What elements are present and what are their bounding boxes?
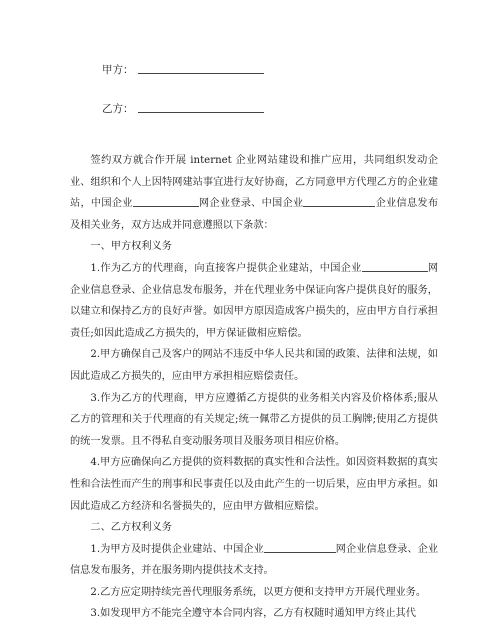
section-1-item-2: 2.甲方确保自己及客户的网站不违反中华人民共和国的政策、法律和法规，如因此造成乙方损失的，应由甲方承担相应赔偿责任。	[70, 349, 438, 382]
party-a-blank	[138, 72, 264, 74]
blank-field	[303, 205, 375, 207]
section-1-item-1	[70, 258, 438, 344]
section-2-title: 二、乙方权利义务	[90, 522, 172, 534]
party-b-blank	[138, 111, 264, 113]
blank-field	[133, 205, 199, 207]
section-1-item-3: 3.作为乙方的代理商，甲方应遵循乙方提供的业务相关内容及价格体系;服从乙方的管理和关于代理商的有关规定;统一佩带乙方提供的员工胸牌;使用乙方提供的统一发票。且不得私自变动服务项目及服务项目相应价格。	[70, 392, 438, 447]
section-2-item-1-text-b: 网企业信息登录、企业信息发布服务，并在服务期内提供技术支持。	[70, 543, 439, 577]
section-2-item-2: 2.乙方应定期持续完善代理服务系统，以更方便和支持甲方开展代理业务。	[90, 586, 427, 598]
intro-text-2: 网企业登录、中国企业	[198, 198, 304, 210]
blank-field	[362, 270, 428, 272]
intro-text-1: 签约双方就合作开展 internet 企业网站建设和推广应用，共同组织发动企业、组织和个人上因特网建站事宜进行友好协商，乙方同意甲方代理乙方的企业建站，中国企业	[70, 155, 438, 210]
party-b-line	[102, 101, 264, 116]
section-1-item-1-text-b: 网企业信息登录、企业信息发布服务，并在代理业务中保证向客户提供良好的服务，以建立和保持乙方的良好声誉。如因甲方原因造成客户损失的，应由甲方自行承担责任;如因此造成乙方损失的，甲方保证做相应赔偿。	[70, 262, 439, 339]
intro-text-3: 企业信息发布及相关业务，双方达成并同意遵照以下条款：	[70, 198, 439, 231]
party-b-label: 乙方：	[102, 103, 134, 115]
blank-field	[264, 551, 336, 553]
contract-body	[70, 150, 438, 625]
party-a-line	[102, 62, 264, 77]
section-2-item-1	[70, 539, 438, 582]
section-1-title: 一、甲方权利义务	[90, 241, 172, 253]
intro-paragraph	[70, 150, 438, 236]
section-2-item-1-text-a: 1.为甲方及时提供企业建站、中国企业	[90, 543, 264, 555]
section-1-item-1-text-a: 1.作为乙方的代理商，向直接客户提供企业建站，中国企业	[90, 262, 362, 274]
party-a-label: 甲方：	[102, 64, 134, 76]
section-1-item-4: 4.甲方应确保向乙方提供的资料数据的真实性和合法性。如因资料数据的真实性和合法性而产生的刑事和民事责任以及由此产生的一切后果，应由甲方承担。如因此造成乙方经济和名誉损失的，应由甲方做相应赔偿。	[70, 457, 438, 512]
section-2-item-3: 3.如发现甲方不能完全遵守本合同内容，乙方有权随时通知甲方终止其代	[90, 608, 416, 620]
